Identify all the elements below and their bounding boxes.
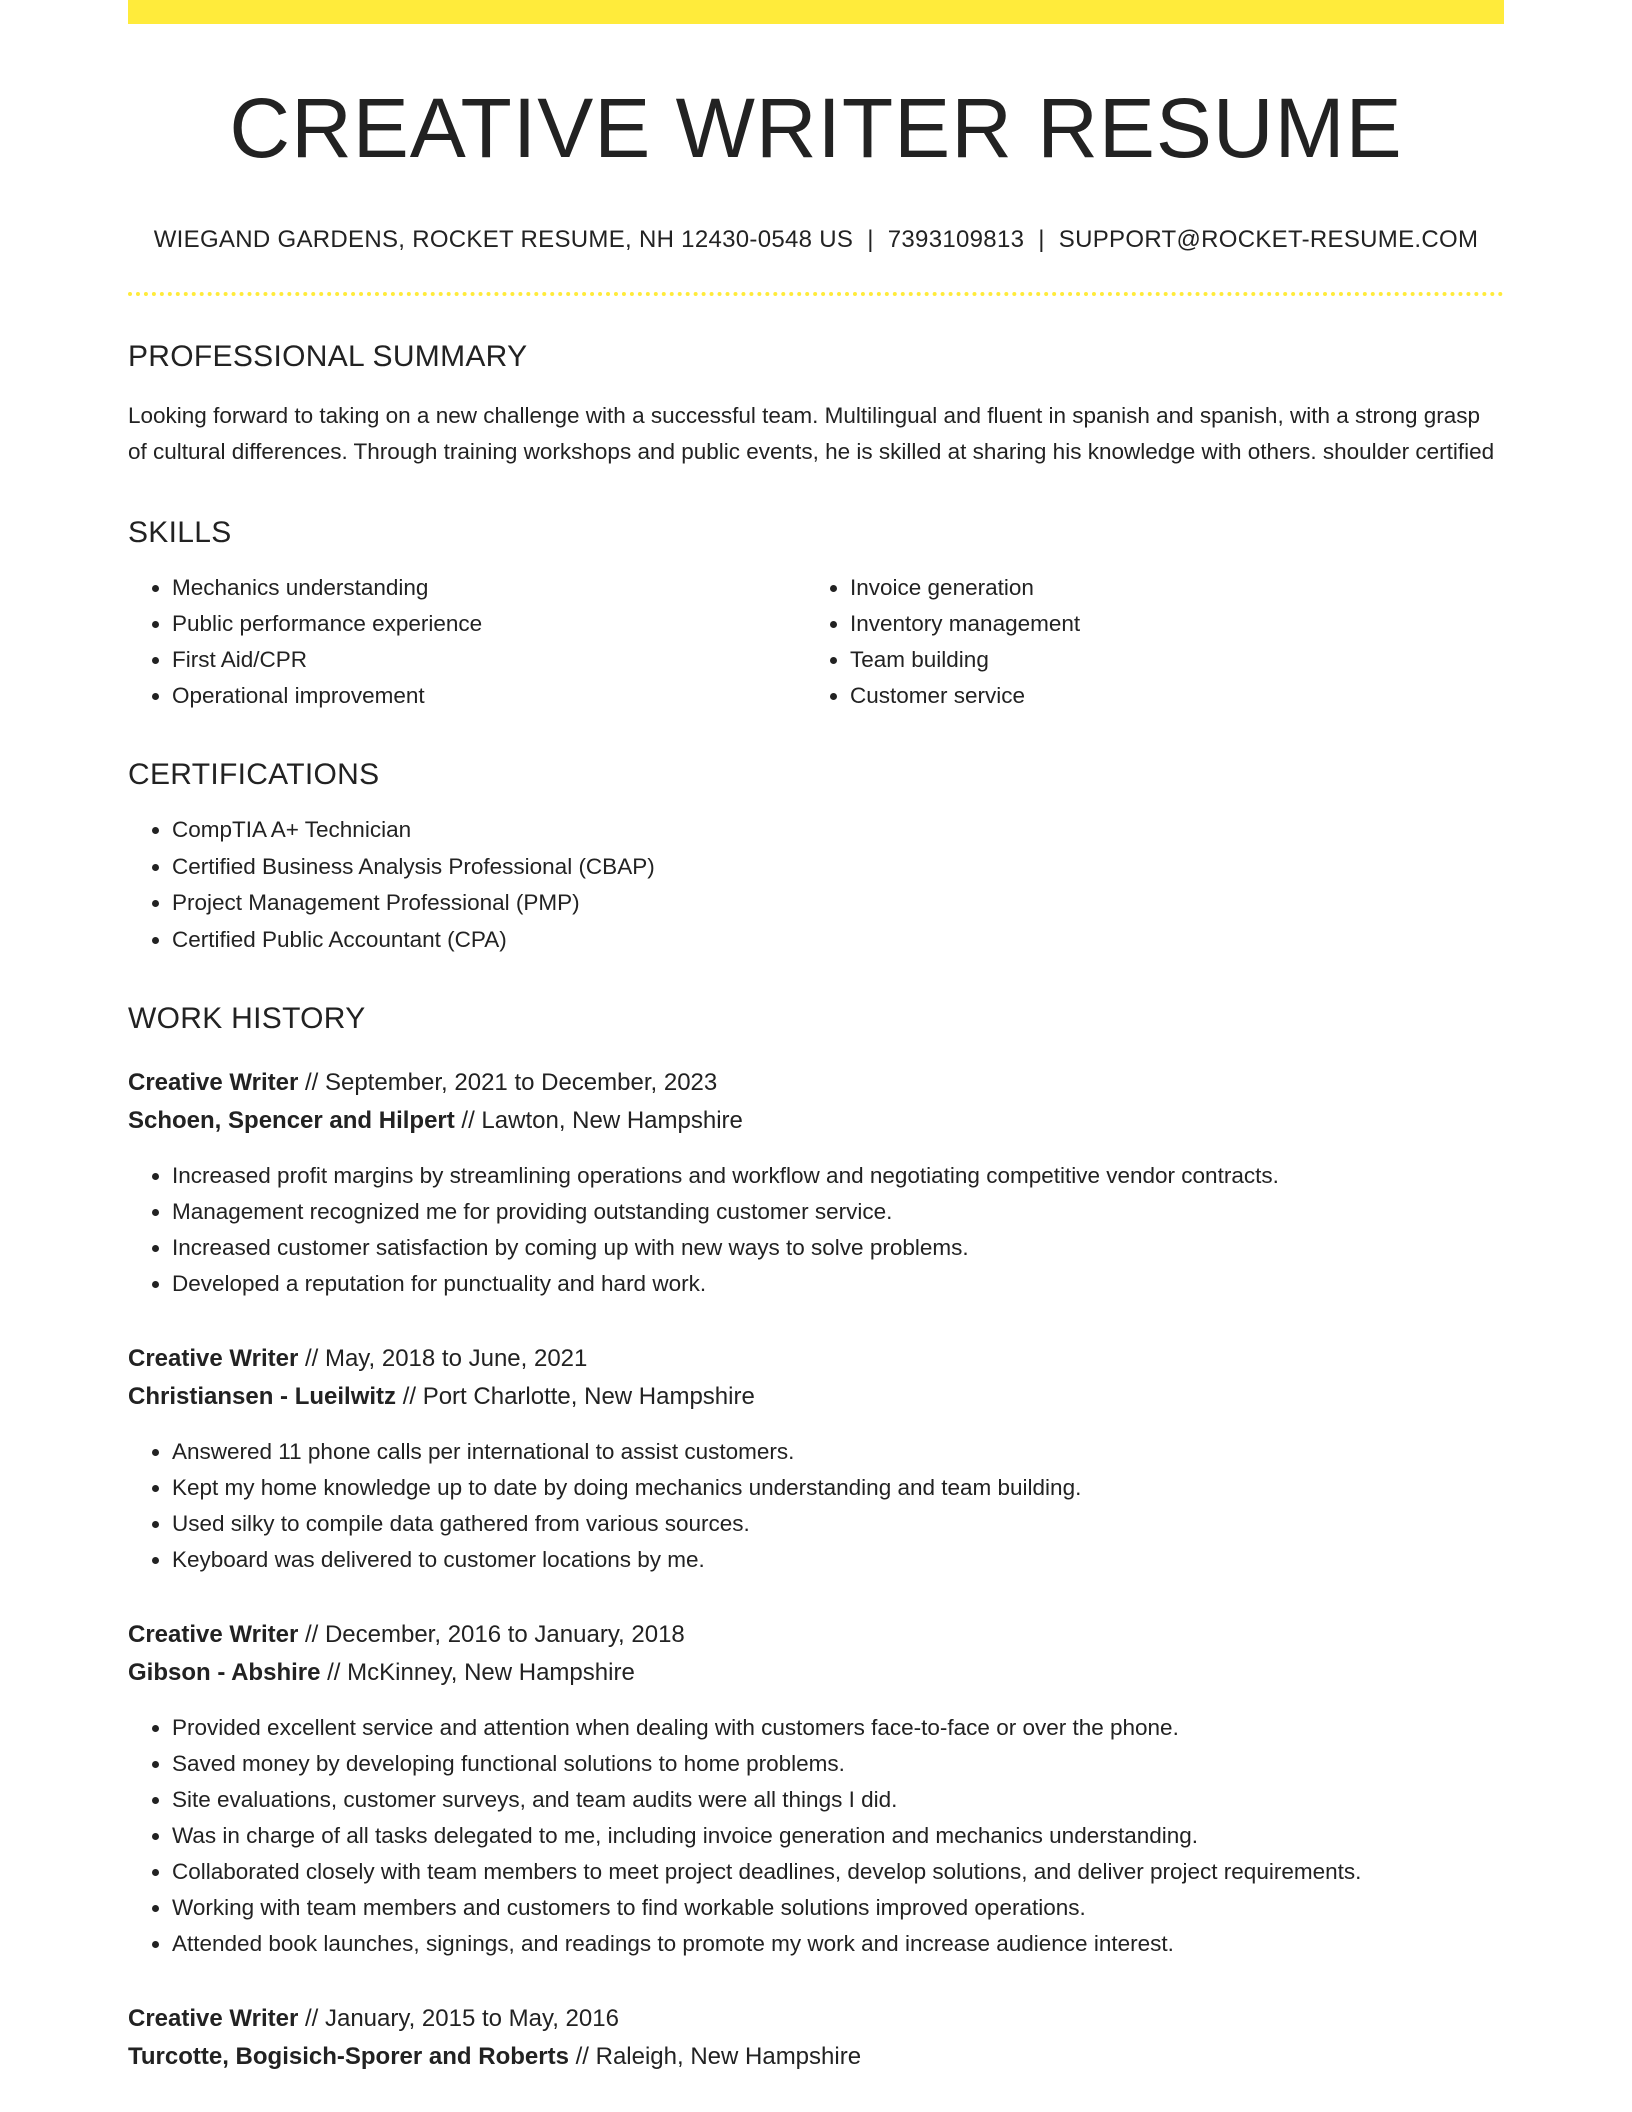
job-dates: // September, 2021 to December, 2023: [298, 1069, 718, 1097]
job-bullet: • Keyboard was delivered to customer locations by me.: [172, 1542, 1504, 1578]
contact-address: WIEGAND GARDENS, ROCKET RESUME, NH 12430-0548 US: [153, 226, 854, 254]
certification-item: • Certified Public Accountant (CPA): [172, 922, 1504, 959]
work-history-heading: WORK HISTORY: [128, 1002, 366, 1036]
job-bullet: • Attended book launches, signings, and readings to promote my work and increase audience interest.: [172, 1926, 1504, 1962]
job-company-line: [128, 2038, 1504, 2076]
job-dates: // May, 2018 to June, 2021: [298, 1345, 588, 1373]
job-company-line: [128, 1654, 1504, 1692]
skill-item: • Inventory management: [850, 606, 1484, 642]
job-entry: [128, 1064, 1504, 1302]
job-location: // Lawton, New Hampshire: [454, 1107, 743, 1135]
job-location: // Port Charlotte, New Hampshire: [396, 1383, 755, 1411]
certifications-heading: CERTIFICATIONS: [128, 758, 380, 792]
job-dates: // December, 2016 to January, 2018: [298, 1621, 685, 1649]
job-company: Christiansen - Lueilwitz: [128, 1383, 397, 1411]
certifications-list: [128, 812, 1504, 958]
job-bullets: [128, 1710, 1504, 1962]
job-bullet: • Management recognized me for providing outstanding customer service.: [172, 1194, 1504, 1230]
job-bullet: • Provided excellent service and attention when dealing with customers face-to-face or over the phone.: [172, 1710, 1504, 1746]
skill-item: • Team building: [850, 642, 1484, 678]
job-title-line: [128, 2000, 1504, 2038]
job-location: // McKinney, New Hampshire: [320, 1659, 635, 1687]
job-dates: // January, 2015 to May, 2016: [298, 2005, 619, 2033]
contact-email: SUPPORT@ROCKET-RESUME.COM: [1058, 226, 1479, 254]
job-location: // Raleigh, New Hampshire: [568, 2043, 862, 2071]
resume-title: CREATIVE WRITER RESUME: [229, 81, 1403, 175]
contact-phone: 7393109813: [887, 226, 1025, 254]
job-bullet: • Answered 11 phone calls per international to assist customers.: [172, 1434, 1504, 1470]
job-bullet: • Developed a reputation for punctuality and hard work.: [172, 1266, 1504, 1302]
skill-item: • First Aid/CPR: [172, 642, 806, 678]
resume-page: [128, 0, 1504, 2076]
job-title-line: [128, 1616, 1504, 1654]
skills-heading: SKILLS: [128, 516, 232, 550]
summary-text: Looking forward to taking on a new challenge with a successful team. Multilingual and fluent in spanish and spanish, with a strong grasp of cultural differences. Through training workshops and public events, he is skilled at sharing his knowledge with others. shoulder certified: [128, 403, 1495, 465]
job-bullet: • Site evaluations, customer surveys, and team audits were all things I did.: [172, 1782, 1504, 1818]
certification-item: • Project Management Professional (PMP): [172, 885, 1504, 922]
job-bullet: • Used silky to compile data gathered from various sources.: [172, 1506, 1504, 1542]
skills-list-left: [128, 570, 806, 714]
job-entry: [128, 1616, 1504, 1962]
job-title-line: [128, 1340, 1504, 1378]
job-bullet: • Working with team members and customers to find workable solutions improved operations.: [172, 1890, 1504, 1926]
job-title: Creative Writer: [128, 2005, 299, 2033]
summary-heading: PROFESSIONAL SUMMARY: [128, 340, 528, 374]
job-company: Gibson - Abshire: [128, 1659, 321, 1687]
dotted-divider: [128, 292, 1504, 296]
job-bullet: • Was in charge of all tasks delegated to me, including invoice generation and mechanics understanding.: [172, 1818, 1504, 1854]
skill-item: • Public performance experience: [172, 606, 806, 642]
job-bullets: [128, 1434, 1504, 1578]
skills-list-right: [806, 570, 1484, 714]
job-bullet: • Increased customer satisfaction by coming up with new ways to solve problems.: [172, 1230, 1504, 1266]
job-bullet: • Collaborated closely with team members to meet project deadlines, develop solutions, and deliver project requirements.: [172, 1854, 1504, 1890]
job-entry: [128, 2000, 1504, 2076]
job-bullet: • Saved money by developing functional solutions to home problems.: [172, 1746, 1504, 1782]
certification-item: • CompTIA A+ Technician: [172, 812, 1504, 849]
job-company: Turcotte, Bogisich-Sporer and Roberts: [128, 2043, 569, 2071]
job-title: Creative Writer: [128, 1069, 299, 1097]
job-company-line: [128, 1102, 1504, 1140]
contact-separator: |: [867, 226, 874, 254]
skill-item: • Operational improvement: [172, 678, 806, 714]
job-title: Creative Writer: [128, 1621, 299, 1649]
job-company-line: [128, 1378, 1504, 1416]
certification-item: • Certified Business Analysis Professional (CBAP): [172, 849, 1504, 886]
skills-grid: [128, 570, 1504, 714]
job-title-line: [128, 1064, 1504, 1102]
job-entry: [128, 1340, 1504, 1578]
job-title: Creative Writer: [128, 1345, 299, 1373]
job-bullet: • Increased profit margins by streamlining operations and workflow and negotiating competitive vendor contracts.: [172, 1158, 1504, 1194]
skill-item: • Invoice generation: [850, 570, 1484, 606]
skill-item: • Customer service: [850, 678, 1484, 714]
job-bullet: • Kept my home knowledge up to date by doing mechanics understanding and team building.: [172, 1470, 1504, 1506]
job-bullets: [128, 1158, 1504, 1302]
contact-line: [128, 226, 1504, 254]
accent-top-bar: [128, 0, 1504, 24]
contact-separator: |: [1038, 226, 1045, 254]
job-company: Schoen, Spencer and Hilpert: [128, 1107, 455, 1135]
skill-item: • Mechanics understanding: [172, 570, 806, 606]
